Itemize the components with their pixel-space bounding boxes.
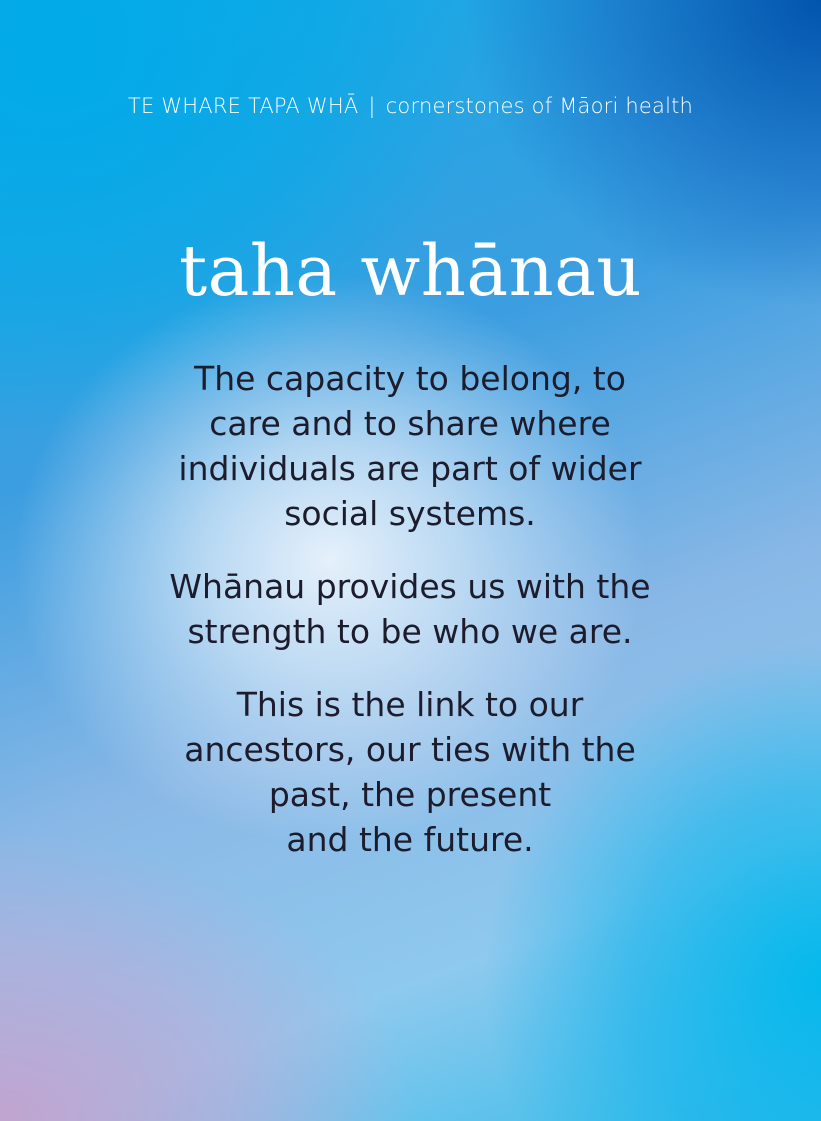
paragraph-ancestors — [110, 682, 710, 862]
paragraph-line: individuals are part of wider — [178, 449, 642, 488]
header-subtitle: cornerstones of Māori health — [385, 94, 694, 118]
card-header — [0, 94, 821, 118]
paragraph-line: care and to share where — [209, 404, 611, 443]
card-title: taha whānau — [178, 230, 643, 312]
paragraph-line: and the future. — [286, 820, 534, 859]
paragraph-strength — [110, 564, 710, 654]
paragraph-line: The capacity to belong, to — [194, 359, 626, 398]
paragraph-line: social systems. — [284, 494, 536, 533]
paragraph-line: past, the present — [268, 775, 552, 814]
paragraph-line: This is the link to our — [236, 685, 584, 724]
header-separator: | — [368, 94, 376, 118]
paragraph-line: ancestors, our ties with the — [184, 730, 636, 769]
header-model-name: TE WHARE TAPA WHĀ — [127, 94, 359, 118]
paragraph-line: Whānau provides us with the — [169, 567, 651, 606]
paragraph-line: strength to be who we are. — [187, 612, 633, 651]
paragraph-belonging — [110, 356, 710, 536]
